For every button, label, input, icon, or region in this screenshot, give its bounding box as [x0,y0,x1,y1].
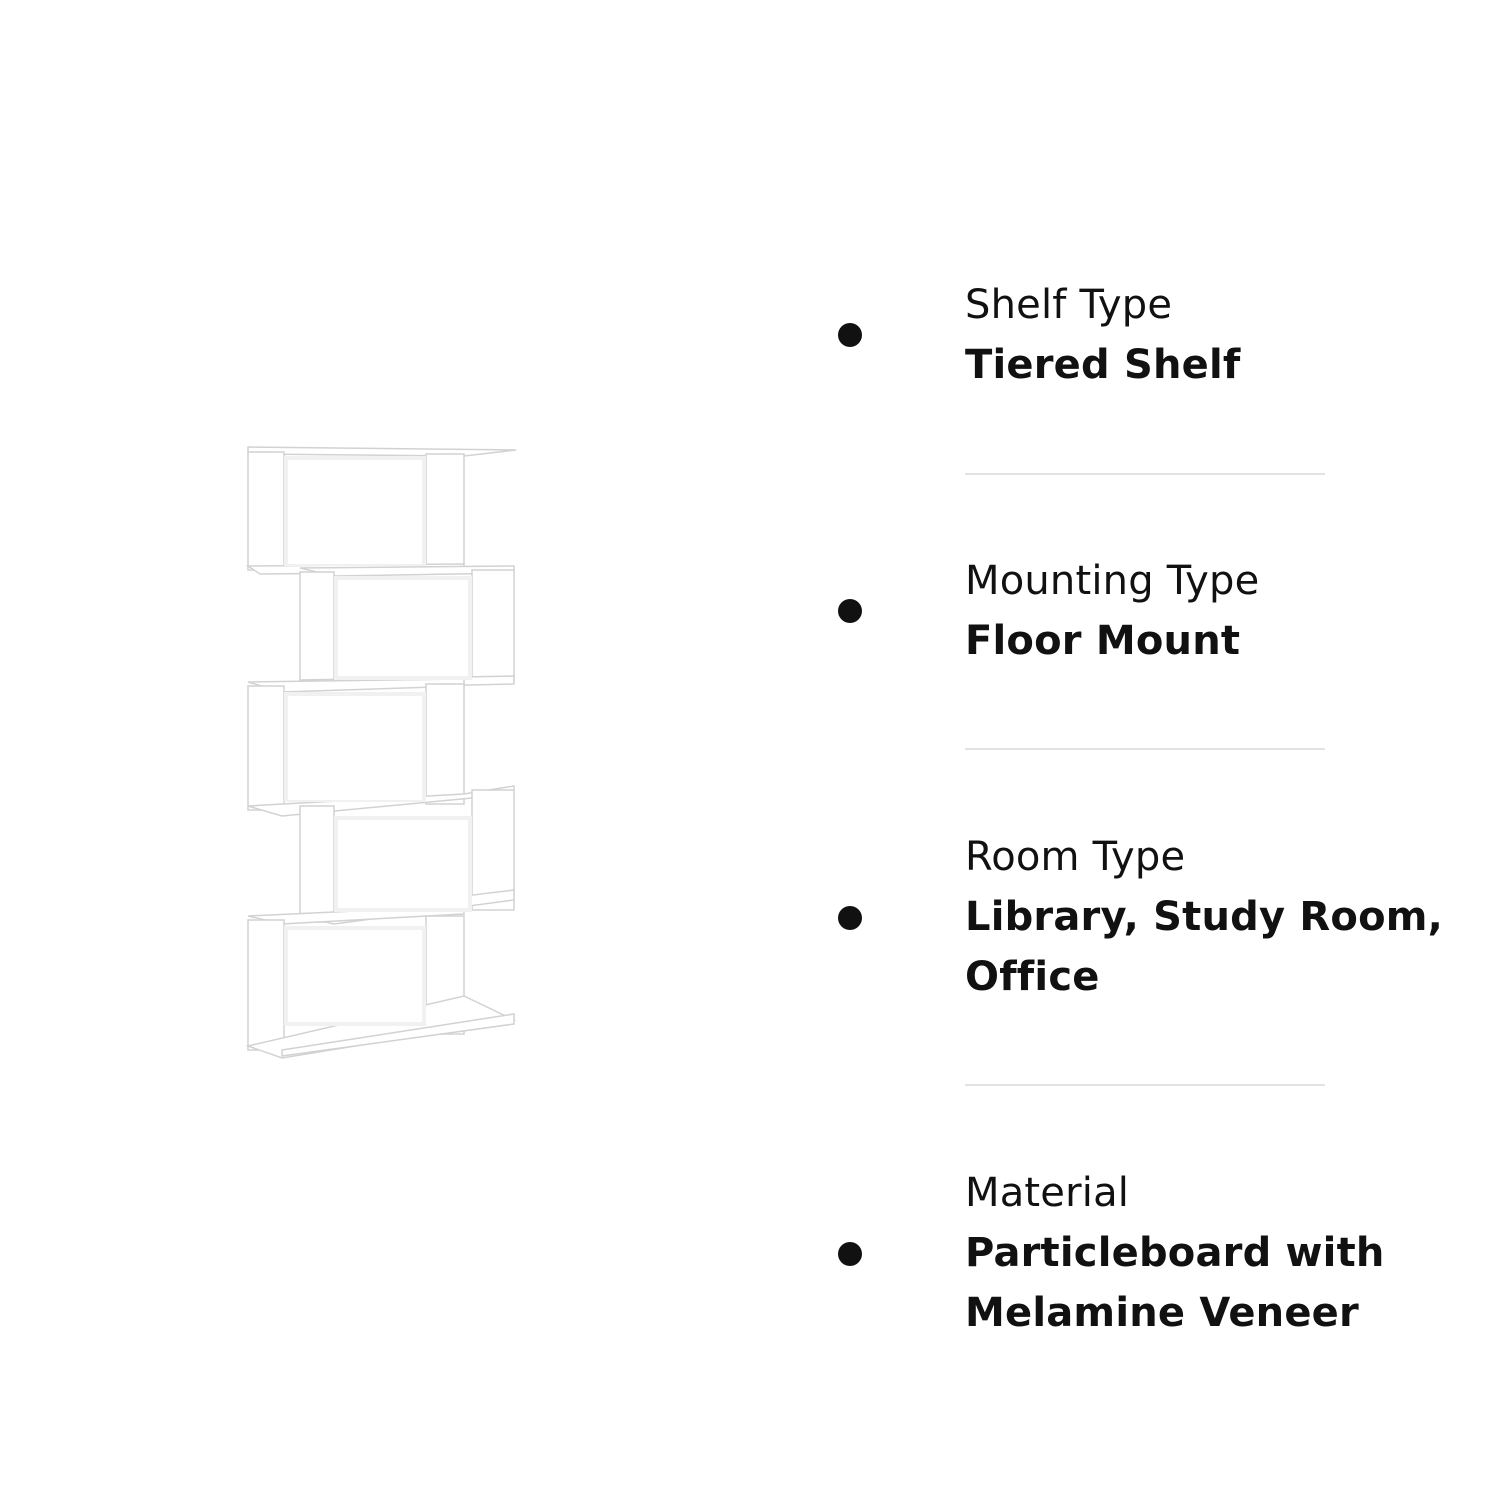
bullet-icon [838,323,862,347]
spec-value: Particleboard with Melamine Veneer [965,1230,1385,1336]
divider [965,748,1325,750]
bullet-icon [838,599,862,623]
spec-value: Floor Mount [965,618,1241,664]
bullet-icon [838,906,862,930]
spec-label: Mounting Type [965,558,1260,604]
spec-label: Material [965,1170,1130,1216]
spec-label: Room Type [965,834,1186,880]
spec-label: Shelf Type [965,282,1173,328]
bookshelf-image [230,430,540,1070]
bullet-icon [838,1242,862,1266]
divider [965,1084,1325,1086]
divider [965,473,1325,475]
spec-value: Library, Study Room, Office [965,894,1444,1000]
spec-value: Tiered Shelf [965,342,1241,388]
